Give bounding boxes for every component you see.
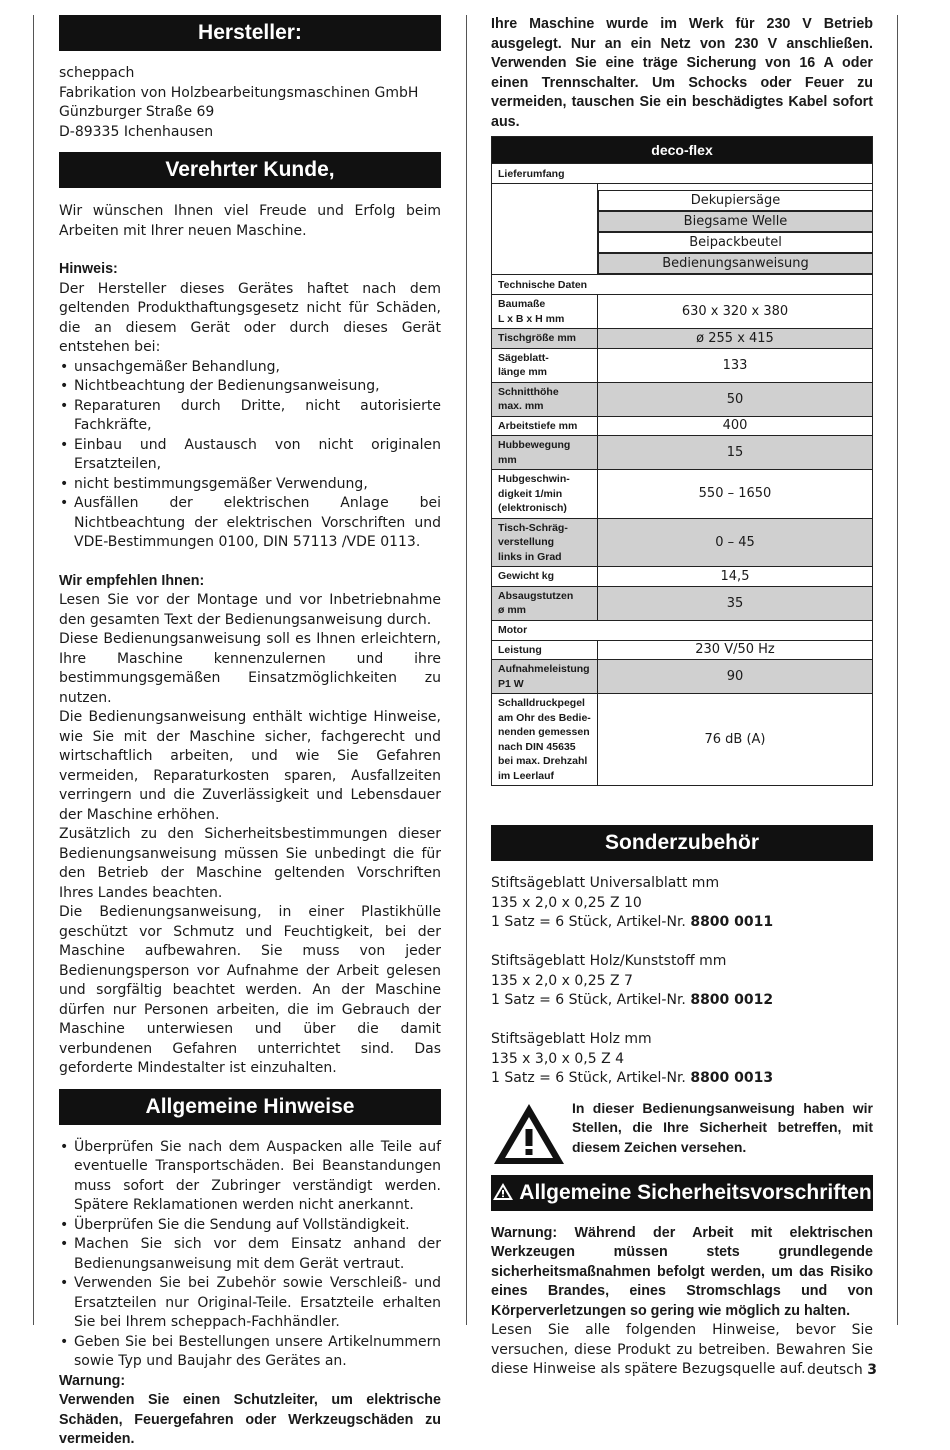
customer-text: Wir wünschen Ihnen viel Freude und Erfolg beim Arbeiten mit Ihrer neuen Maschine.	[59, 203, 441, 239]
tech-rows	[492, 295, 873, 621]
table-row	[492, 295, 873, 329]
spec-value: 90	[598, 660, 873, 694]
accessory-name: Stiftsägeblatt Universalblatt mm	[491, 875, 720, 891]
accessory-article-number: 8800 0013	[690, 1070, 774, 1086]
accessory-set-text: 1 Satz = 6 Stück, Artikel-Nr.	[491, 1070, 686, 1086]
spec-value: 35	[598, 586, 873, 620]
spec-value: 14,5	[598, 567, 873, 587]
spec-value: ø 255 x 415	[598, 329, 873, 349]
accessory-set	[491, 913, 873, 933]
scope-label: Lieferumfang	[492, 164, 873, 184]
spec-label: Tischgröße mm	[492, 329, 598, 349]
accessory-name: Stiftsägeblatt Holz mm	[491, 1031, 652, 1047]
table-row	[492, 329, 873, 349]
spec-table	[491, 136, 873, 786]
warning-triangle-icon	[492, 1182, 514, 1201]
list-item: • nicht bestimmungsgemäßer Verwendung,	[59, 475, 441, 495]
accessories-heading: Sonderzubehör	[491, 825, 873, 861]
recommend-paragraph: Diese Bedienungsanweisung soll es Ihnen erleichtern, Ihre Maschine kennenzulernen und ihre bestimmungsgemäßen Einsatzmöglichkeiten zu nutzen.	[59, 631, 441, 706]
spec-value: 230 V/50 Hz	[598, 640, 873, 660]
accessory-article-number: 8800 0011	[690, 914, 774, 930]
general-heading: Allgemeine Hinweise	[59, 1089, 441, 1125]
spec-label: Leistung	[492, 640, 598, 660]
accessory-set	[491, 1069, 873, 1089]
safety-text: Lesen Sie alle folgenden Hinweise, bevor Sie versuchen, diese Produkt zu betreiben. Bewahren Sie diese Hinweise als spätere Bezugsquelle auf.	[491, 1322, 873, 1377]
spec-value: 50	[598, 382, 873, 416]
motor-label: Motor	[492, 620, 873, 640]
spec-value: 550 – 1650	[598, 470, 873, 519]
column-divider	[466, 15, 467, 1325]
list-item: • Geben Sie bei Bestellungen unsere Artikelnummern sowie Typ und Baujahr des Gerätes an.	[59, 1333, 441, 1372]
spec-label: Aufnahmeleistung P1 W	[492, 660, 598, 694]
list-item: • unsachgemäßer Behandlung,	[59, 358, 441, 378]
list-item: • Überprüfen Sie nach dem Auspacken alle Teile auf eventuelle Transportschäden. Bei Beanstandungen muss sofort der Zubringer verständigt werden. Spätere Reklamationen werden nicht anerkannt.	[59, 1138, 441, 1216]
accessory-item	[491, 874, 873, 933]
accessory-set-text: 1 Satz = 6 Stück, Artikel-Nr.	[491, 914, 686, 930]
safety-heading	[491, 1175, 873, 1211]
table-row	[492, 518, 873, 567]
footer-language: deutsch	[807, 1362, 863, 1378]
warning-text: Verwenden Sie einen Schutzleiter, um elektrische Schäden, Feuergefahren oder Werkzeugschäden zu vermeiden.	[59, 1392, 441, 1447]
intro-text: Ihre Maschine wurde im Werk für 230 V Betrieb ausgelegt. Nur an ein Netz von 230 V anschließen. Verwenden Sie eine träge Sicherung von 16 A oder einen Trennschalter. Um Schocks oder Feuer zu vermeiden, tauschen Sie ein beschädigtes Kabel sofort aus.	[491, 16, 873, 130]
list-item: • Nichtbeachtung der Bedienungsanweisung,	[59, 377, 441, 397]
page-footer	[807, 1362, 877, 1378]
address-line: scheppach	[59, 65, 135, 81]
table-row	[492, 348, 873, 382]
table-row	[492, 694, 873, 786]
list-item: • Verwenden Sie bei Zubehör sowie Verschleiß- und Ersatzteilen nur Original-Teile. Ersatzteile erhalten Sie bei Ihrem scheppach-Fachhändler.	[59, 1274, 441, 1333]
address-line: Günzburger Straße 69	[59, 104, 215, 120]
table-row	[492, 567, 873, 587]
accessory-item	[491, 1030, 873, 1089]
warning-triangle-icon	[491, 1101, 567, 1167]
address-line: Fabrikation von Holzbearbeitungsmaschinen GmbH	[59, 84, 419, 101]
model-header: deco-flex	[492, 137, 873, 164]
accessory-set	[491, 991, 873, 1011]
note-text: Der Hersteller dieses Gerätes haftet nach dem geltenden Produkthaftungsgesetz nicht für Schäden, die an diesem Gerät oder durch dieses Gerät entstehen bei:	[59, 280, 441, 355]
safety-note-text: In dieser Bedienungsanweisung haben wir Stellen, die Ihre Sicherheit betreffen, mit diesem Zeichen versehen.	[572, 1099, 873, 1155]
spec-label: Hubgeschwin- digkeit 1/min (elektronisch)	[492, 470, 598, 519]
motor-rows	[492, 640, 873, 786]
accessory-name: Stiftsägeblatt Holz/Kunststoff mm	[491, 953, 727, 969]
list-item: • Überprüfen Sie die Sendung auf Vollständigkeit.	[59, 1216, 441, 1236]
accessory-dims: 135 x 3,0 x 0,5 Z 4	[491, 1050, 625, 1067]
list-item: • Einbau und Austausch von nicht originalen Ersatzteilen,	[59, 436, 441, 475]
spec-label: Baumaße L x B x H mm	[492, 295, 598, 329]
table-row	[492, 382, 873, 416]
spec-label: Tisch-Schräg- verstellung links in Grad	[492, 518, 598, 567]
margin-rule-right	[897, 15, 898, 1325]
scope-item: Bedienungsanweisung	[598, 253, 872, 274]
spec-value: 133	[598, 348, 873, 382]
accessory-dims: 135 x 2,0 x 0,25 Z 7	[491, 972, 633, 989]
table-row	[492, 660, 873, 694]
recommend-paragraph: Lesen Sie vor der Montage und vor Inbetriebnahme den gesamten Text der Bedienungsanweisung durch.	[59, 592, 441, 628]
safety-symbol-note	[491, 1099, 873, 1171]
list-item: • Reparaturen durch Dritte, nicht autorisierte Fachkräfte,	[59, 397, 441, 436]
spec-label: Schnitthöhe max. mm	[492, 382, 598, 416]
scope-item: Beipackbeutel	[598, 232, 872, 253]
spec-label: Hubbewegung mm	[492, 436, 598, 470]
scope-spacer	[492, 184, 598, 275]
accessory-set-text: 1 Satz = 6 Stück, Artikel-Nr.	[491, 992, 686, 1008]
right-column	[491, 15, 873, 1380]
page-number: 3	[867, 1362, 877, 1378]
note-list	[59, 358, 441, 553]
recommend-paragraph: Die Bedienungsanweisung enthält wichtige Hinweise, wie Sie mit der Maschine sicher, fachgerecht und wirtschaftlich arbeiten, und wie Sie Gefahren vermeiden, Reparaturkosten sparen, Ausfallzeiten verringern und die Zuverlässigkeit und Lebensdauer der Maschine erhöhen.	[59, 709, 441, 823]
list-item: • Machen Sie sich vor dem Einsatz anhand der Bedienungsanweisung mit dem Gerät vertraut.	[59, 1235, 441, 1274]
spec-label: Arbeitstiefe mm	[492, 416, 598, 436]
accessory-item	[491, 952, 873, 1011]
recommend-paragraph: Die Bedienungsanweisung, in einer Plastikhülle geschützt vor Schmutz und Feuchtigkeit, bei der Maschine aufbewahren. Sie muss von jeder Bedienungsperson vor Aufnahme der Arbeit gelesen und sorgfältig beachtet werden. An der Maschine dürfen nur Personen arbeiten, die im Gebrauch der Maschine unterwiesen und über die damit verbundenen Gefahren unterrichtet sind. Das geforderte Mindestalter ist einzuhalten.	[59, 904, 441, 1076]
table-row	[492, 470, 873, 519]
recommend-heading: Wir empfehlen Ihnen:	[59, 572, 205, 589]
accessory-article-number: 8800 0012	[690, 992, 774, 1008]
list-item: • Ausfällen der elektrischen Anlage bei Nichtbeachtung der elektrischen Vorschriften und VDE-Bestimmungen 0100, DIN 57113 /VDE 0113.	[59, 494, 441, 553]
table-row	[492, 436, 873, 470]
spec-value: 15	[598, 436, 873, 470]
spec-label: Sägeblatt- länge mm	[492, 348, 598, 382]
safety-warning: Warnung: Während der Arbeit mit elektrischen Werkzeugen müssen stets grundlegende sicherheitsmaßnahmen befolgt werden, um das Risiko eines Brandes, eines Stromschlags und von Körperverletzungen so gering wie möglich zu halten.	[491, 1224, 873, 1319]
accessory-dims: 135 x 2,0 x 0,25 Z 10	[491, 894, 642, 911]
margin-rule-left	[33, 15, 34, 1325]
note-heading: Hinweis:	[59, 261, 118, 277]
spec-value: 630 x 320 x 380	[598, 295, 873, 329]
spec-value: 76 dB (A)	[598, 694, 873, 786]
scope-item: Biegsame Welle	[598, 211, 872, 232]
recommend-paragraph: Zusätzlich zu den Sicherheitsbestimmungen dieser Bedienungsanweisung müssen Sie unbedingt die für den Betrieb der Maschine geltenden Vorschriften Ihres Landes beachten.	[59, 826, 441, 901]
general-list	[59, 1138, 441, 1372]
safety-heading-text: Allgemeine Sicherheitsvorschriften	[519, 1180, 872, 1204]
manufacturer-address	[59, 64, 441, 142]
table-row	[492, 416, 873, 436]
manufacturer-heading: Hersteller:	[59, 15, 441, 51]
customer-heading: Verehrter Kunde,	[59, 152, 441, 188]
spec-value: 400	[598, 416, 873, 436]
spec-value: 0 – 45	[598, 518, 873, 567]
left-column	[59, 15, 441, 1450]
warning-label: Warnung:	[59, 1372, 126, 1389]
spec-label: Absaugstutzen ø mm	[492, 586, 598, 620]
tech-label: Technische Daten	[492, 275, 873, 295]
address-line: D-89335 Ichenhausen	[59, 123, 214, 140]
spec-label: Gewicht kg	[492, 567, 598, 587]
spec-label: Schalldruckpegel am Ohr des Bedie- nenden gemessen nach DIN 45635 bei max. Drehzahl im Leerlauf	[492, 694, 598, 786]
scope-item: Dekupiersäge	[598, 190, 872, 211]
table-row	[492, 640, 873, 660]
scope-items-cell	[598, 184, 873, 275]
table-row	[492, 586, 873, 620]
